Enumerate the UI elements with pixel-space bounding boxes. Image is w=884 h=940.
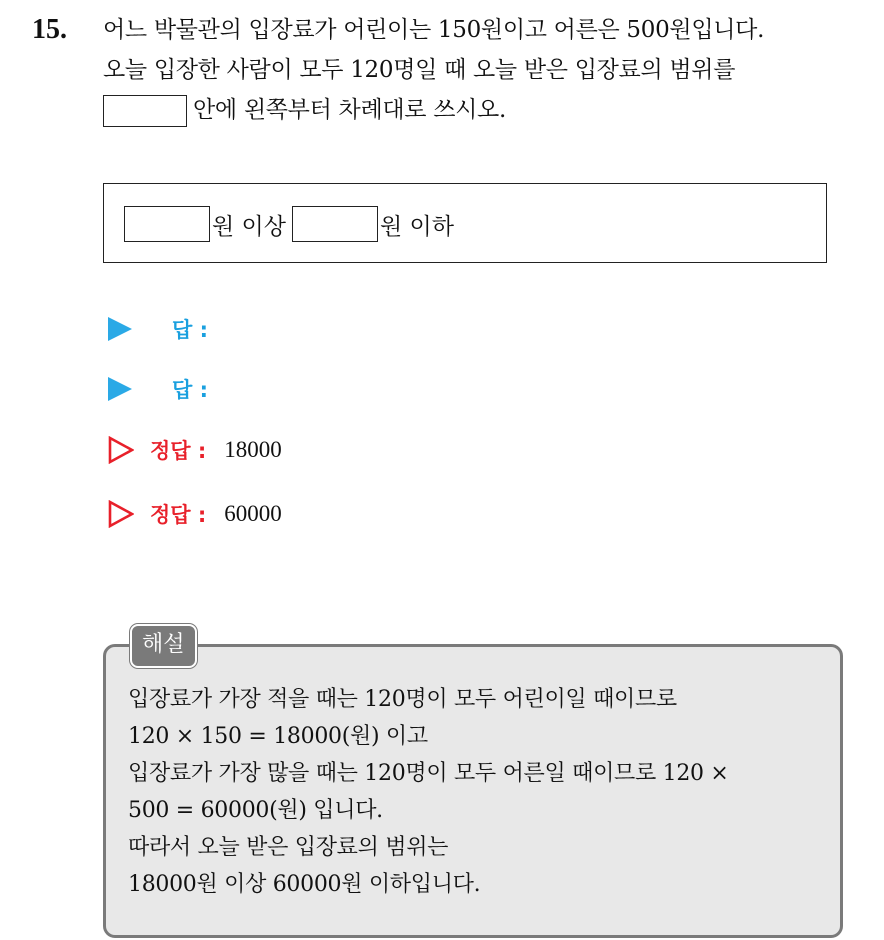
question-line-1: 어느 박물관의 입장료가 어린이는 150원이고 어른은 500원입니다. (103, 17, 765, 43)
solution-line: 500 = 60000(원) 입니다. (128, 798, 383, 823)
outline-triangle-icon (108, 436, 134, 464)
key-value: 18000 (224, 437, 282, 462)
question-line-2: 오늘 입장한 사람이 모두 120명일 때 오늘 받은 입장료의 범위를 (103, 57, 736, 83)
question-line-3 (103, 90, 873, 130)
solution-body (128, 681, 828, 903)
solution-tag: 해설 (130, 624, 197, 668)
solution-box (103, 644, 843, 938)
play-triangle-icon (108, 377, 132, 401)
key-row-2 (108, 496, 282, 532)
inline-blank-box (103, 95, 187, 127)
question-line-3-text: 안에 왼쪽부터 차례대로 쓰시오. (193, 97, 506, 123)
outline-triangle-icon (108, 500, 134, 528)
key-row-1 (108, 432, 282, 468)
answer-label: 답 : (172, 378, 208, 402)
answer-form-box (103, 183, 827, 263)
solution-line: 따라서 오늘 받은 입장료의 범위는 (128, 835, 449, 860)
answer-label: 답 : (172, 318, 208, 342)
min-value-blank[interactable] (124, 206, 210, 242)
solution-line: 120 × 150 = 18000(원) 이고 (128, 724, 428, 749)
answer-form-row (124, 206, 460, 242)
key-label: 정답 : (150, 503, 207, 527)
play-triangle-icon (108, 317, 132, 341)
question-number: 15. (32, 14, 67, 45)
key-value: 60000 (224, 501, 282, 526)
key-label: 정답 : (150, 439, 207, 463)
max-unit-label: 원 이하 (379, 213, 454, 240)
min-unit-label: 원 이상 (212, 213, 286, 240)
answer-row-1[interactable] (108, 311, 208, 347)
solution-line: 입장료가 가장 많을 때는 120명이 모두 어른일 때이므로 120 × (128, 761, 729, 786)
answer-row-2[interactable] (108, 371, 208, 407)
max-value-blank[interactable] (292, 206, 378, 242)
solution-line: 입장료가 가장 적을 때는 120명이 모두 어린이일 때이므로 (128, 687, 677, 712)
question-text (103, 10, 873, 130)
solution-line: 18000원 이상 60000원 이하입니다. (128, 872, 481, 897)
